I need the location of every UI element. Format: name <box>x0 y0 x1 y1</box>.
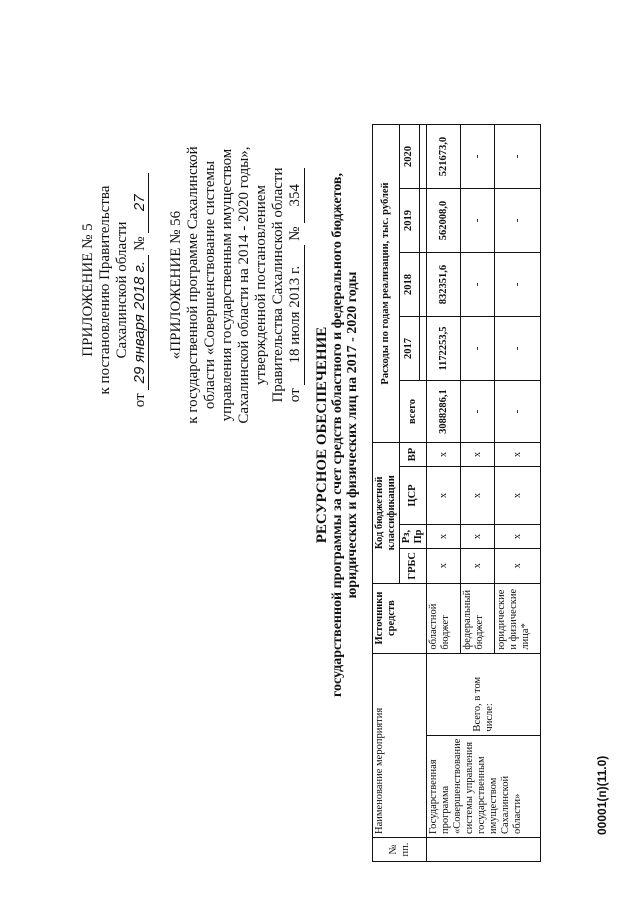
header-total: всего <box>400 381 427 443</box>
year-cell: 832351,6 <box>427 253 461 317</box>
header-expenses: Расходы по годам реализации, тыс. рублей <box>373 125 400 443</box>
vr-cell: х <box>461 443 495 467</box>
header-year: 2018 <box>400 253 420 317</box>
header-grbs: ГРБС <box>400 549 427 584</box>
appendix-56-date-line <box>287 120 305 450</box>
header-source: Источники средств <box>373 583 427 653</box>
number-label: № <box>132 236 148 251</box>
program-name: Государственная программа «Совершенствование системы управления государственным имуществом Сахалинской области» <box>427 735 541 837</box>
year-cell: 521673,0 <box>427 125 461 189</box>
number-label: № <box>287 226 303 241</box>
source-cell: юридические и физические лица* <box>495 583 541 653</box>
appendix-5-title: ПРИЛОЖЕНИЕ № 5 <box>80 223 96 357</box>
csr-cell: х <box>427 467 461 525</box>
appendix-56-line3: управления государственным имуществом <box>219 148 235 422</box>
from-label: от <box>132 393 148 408</box>
header-year: 2020 <box>400 125 420 189</box>
header-num: № пп. <box>373 838 427 862</box>
year-cell: 562008,0 <box>427 189 461 253</box>
total-label: Всего, в том числе: <box>427 653 541 735</box>
appendix-5-number: 27 <box>131 173 149 233</box>
grbs-cell: х <box>495 549 541 584</box>
csr-cell: х <box>495 467 541 525</box>
grbs-cell: х <box>461 549 495 584</box>
row-number <box>427 838 541 862</box>
appendix-56-line6: Правительства Сахалинской области <box>270 167 286 403</box>
total-cell: - <box>461 381 495 443</box>
heading-line2: государственной программы за счет средств областного и федерального бюджетов, <box>330 173 345 697</box>
appendix-56-number: 354 <box>287 168 305 223</box>
table-row <box>427 125 461 862</box>
appendix-5-line1: к постановлению Правительства <box>97 185 113 395</box>
year-cell: - <box>495 253 541 317</box>
vr-cell: х <box>427 443 461 467</box>
source-cell: федеральный бюджет <box>461 583 495 653</box>
heading-line1: РЕСУРСНОЕ ОБЕСПЕЧЕНИЕ <box>314 326 330 544</box>
grbs-cell: х <box>427 549 461 584</box>
header-vr: ВР <box>400 443 427 467</box>
appendix-56-block <box>168 120 305 450</box>
rzpr-cell: х <box>495 525 541 549</box>
year-cell: 1172253,5 <box>427 317 461 381</box>
rzpr-cell: х <box>427 525 461 549</box>
appendix-56-line1: к государственной программе Сахалинской <box>185 146 201 424</box>
total-cell: 3088286,1 <box>427 381 461 443</box>
header-budget-code: Код бюджетной классификации <box>373 443 400 584</box>
vr-cell: х <box>495 443 541 467</box>
year-cell: - <box>495 125 541 189</box>
appendix-56-line4: Сахалинской области на 2014 - 2020 годы», <box>236 146 252 424</box>
resource-table <box>372 124 541 862</box>
appendix-56-title: «ПРИЛОЖЕНИЕ № 56 <box>168 210 184 360</box>
year-cell: - <box>461 253 495 317</box>
appendix-5-date: 29 января 2018 г. <box>131 255 149 390</box>
from-label: от <box>287 388 303 403</box>
header-csr: ЦСР <box>400 467 427 525</box>
appendix-5-date-line <box>131 130 149 450</box>
document-code: 00001(п)(11.0) <box>595 755 609 835</box>
appendix-56-date: 18 июля 2013 г. <box>287 245 305 385</box>
header-year: 2019 <box>400 189 420 253</box>
rzpr-cell: х <box>461 525 495 549</box>
year-cell: - <box>495 317 541 381</box>
appendix-56-line5: утвержденной постановлением <box>253 185 269 385</box>
year-cell: - <box>461 189 495 253</box>
heading-line3: юридических и физических лиц на 2017 - 2020 годы <box>345 271 360 599</box>
csr-cell: х <box>461 467 495 525</box>
total-cell: - <box>495 381 541 443</box>
year-cell: - <box>495 189 541 253</box>
appendix-5-block <box>80 130 149 450</box>
appendix-5-line2: Сахалинской области <box>114 221 130 359</box>
header-name: Наименование мероприятия <box>373 653 427 837</box>
year-cell: - <box>461 125 495 189</box>
document-heading <box>315 135 360 735</box>
header-rzpr: Рз, Пр <box>400 525 427 549</box>
appendix-56-line2: области «Совершенствование системы <box>202 160 218 410</box>
header-year: 2017 <box>400 317 420 381</box>
year-cell: - <box>461 317 495 381</box>
source-cell: областной бюджет <box>427 583 461 653</box>
